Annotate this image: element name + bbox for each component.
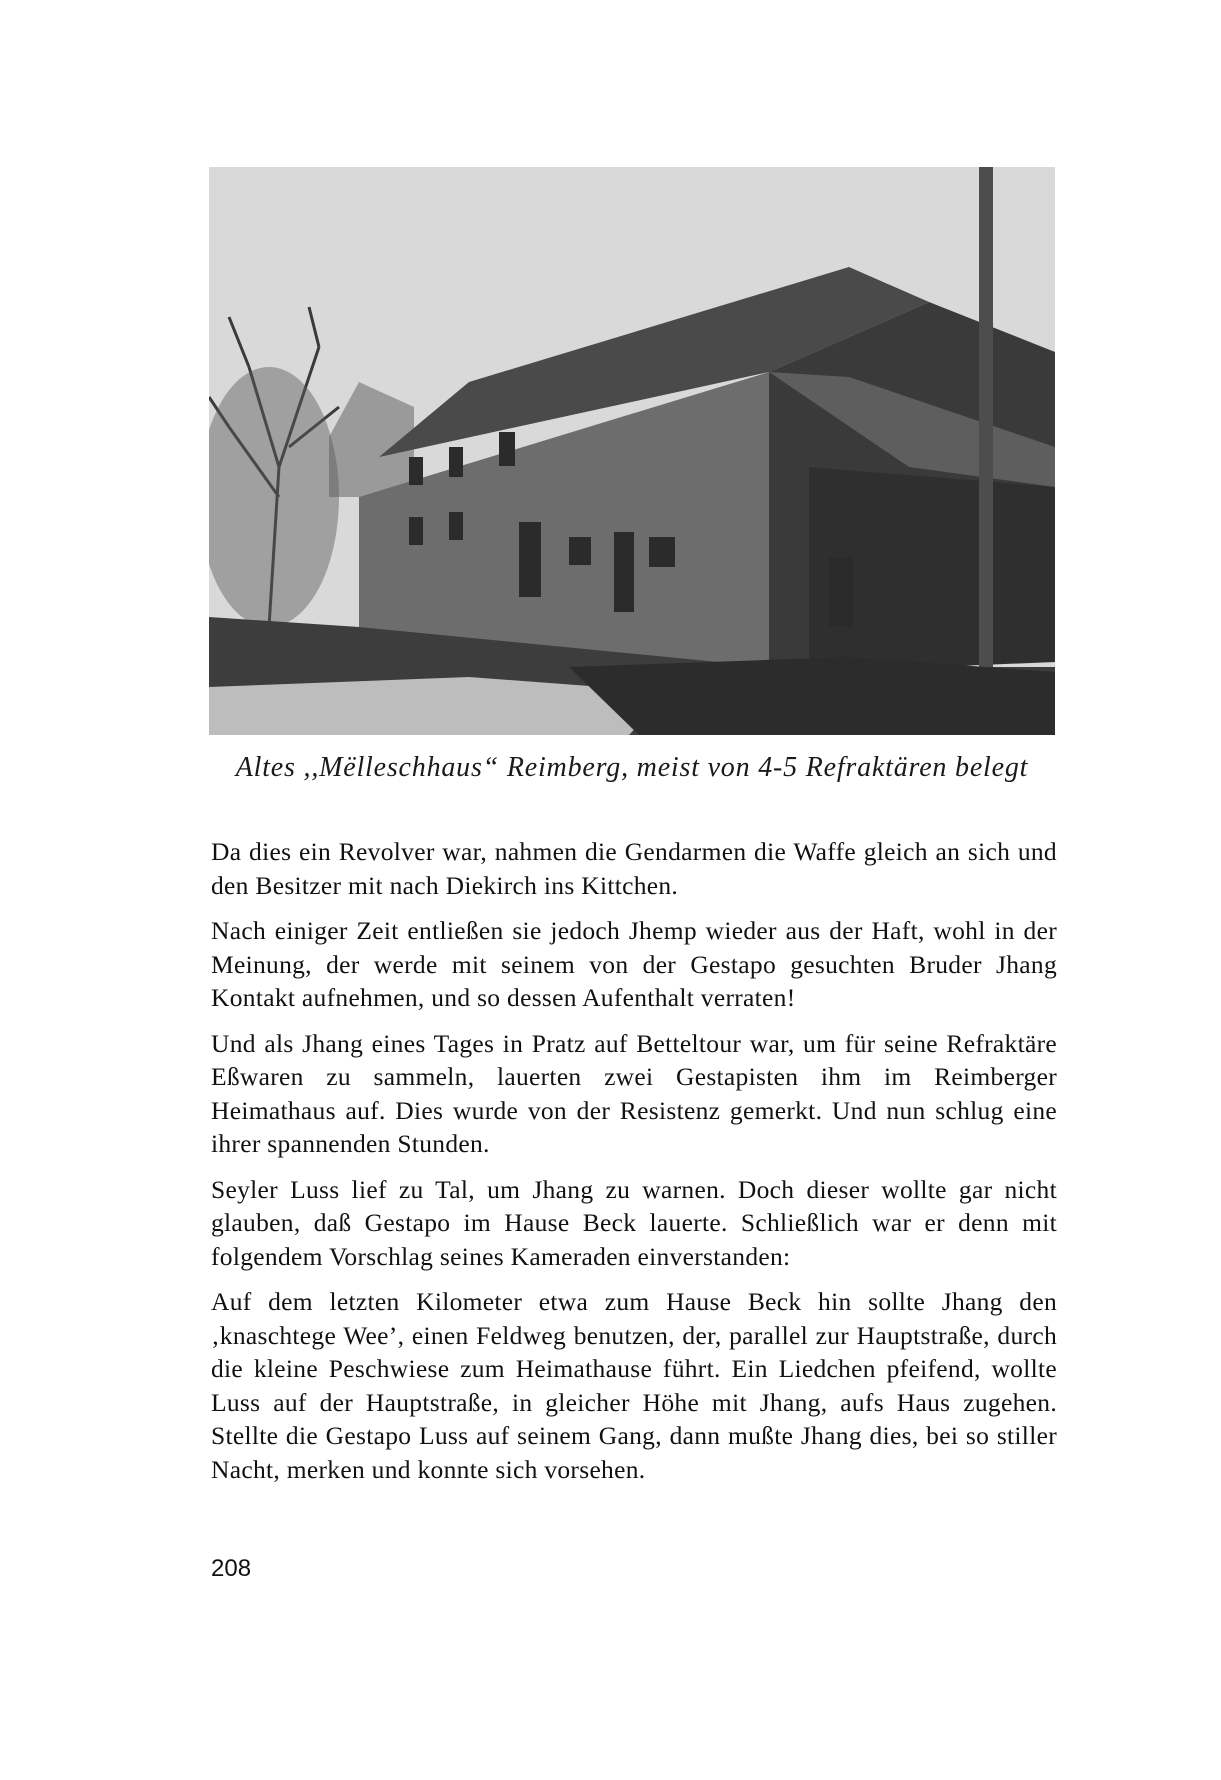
paragraph: Seyler Luss lief zu Tal, um Jhang zu warnen. Doch dieser wollte gar nicht glauben, daß Gestapo im Hause Beck lauerte. Schließlich war er denn mit folgendem Vorschlag seines Kameraden einverstanden: bbox=[211, 1174, 1057, 1271]
house-photo-drawing bbox=[209, 167, 1055, 735]
house-photo bbox=[209, 167, 1055, 735]
photo-caption: Altes ,,Mëlleschhaus“ Reimberg, meist von 4-5 Refraktären belegt bbox=[235, 752, 1029, 783]
paragraph: Da dies ein Revolver war, nahmen die Gendarmen die Waffe gleich an sich und den Besitzer mit nach Diekirch ins Kittchen. bbox=[211, 837, 1057, 900]
paragraph: Auf dem letzten Kilometer etwa zum Hause Beck hin sollte Jhang den ‚knaschtege Wee’, einen Feldweg benutzen, der, parallel zur Hauptstraße, durch die kleine Peschwiese zum Heimathause führt. Ein Liedchen pfeifend, wollte Luss auf der Hauptstraße, in gleicher Höhe mit Jhang, aufs Haus zugehen. Stellte die Gestapo Luss auf seinem Gang, dann mußte Jhang dies, bei so stiller Nacht, merken und konnte sich vorsehen. bbox=[211, 1287, 1057, 1484]
page-number: 208 bbox=[211, 1555, 252, 1582]
paragraph: Nach einiger Zeit entließen sie jedoch Jhemp wieder aus der Haft, wohl in der Meinung, der werde mit seinem von der Gestapo gesuchten Bruder Jhang Kontakt aufnehmen, und so dessen Aufenthalt verraten! bbox=[211, 916, 1057, 1012]
body-text bbox=[211, 835, 1057, 1498]
paragraph: Und als Jhang eines Tages in Pratz auf Betteltour war, um für seine Refraktäre Eßwaren zu sammeln, lauerten zwei Gestapisten ihm im Reimberger Heimathaus auf. Dies wurde von der Resistenz gemerkt. Und nun schlug eine ihrer spannenden Stunden. bbox=[211, 1028, 1057, 1158]
